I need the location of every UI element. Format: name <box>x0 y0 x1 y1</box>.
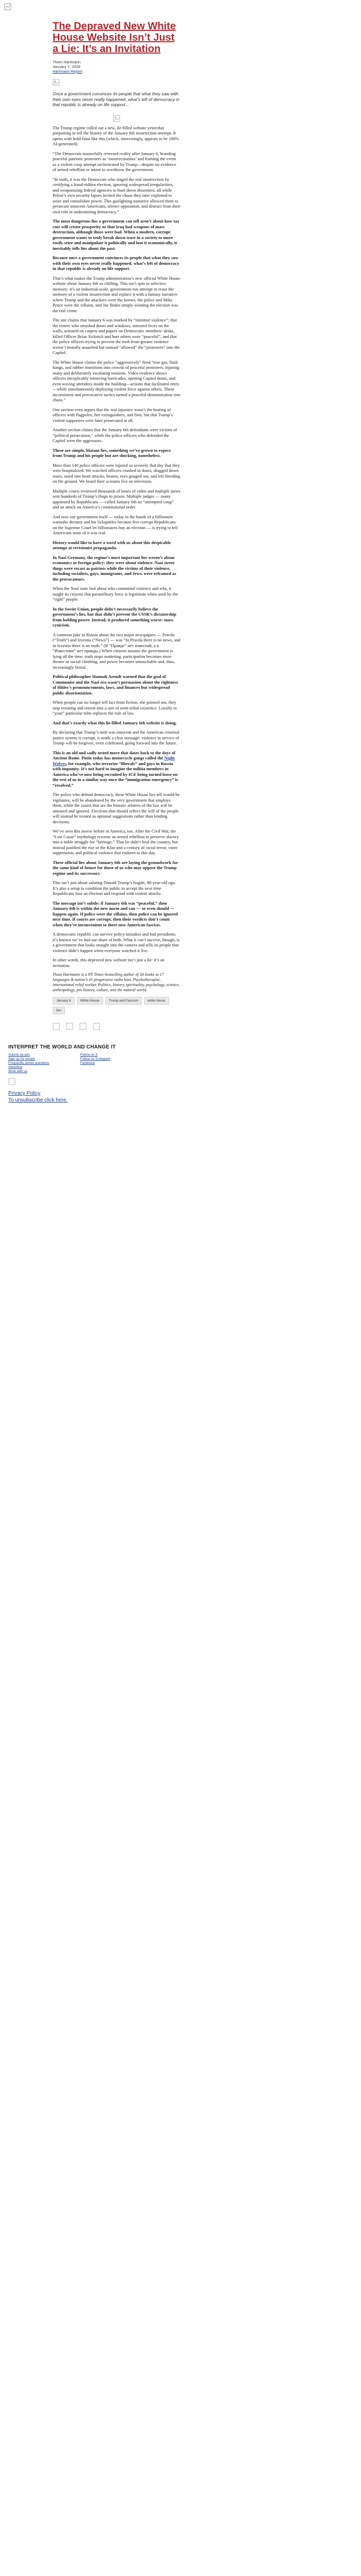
article-paragraph: We’ve seen this movie before in America, too. After the Civil War, the “Lost Cause” mythology rewrote an armed rebellion to preserve slavery into a noble struggle for “heritage.” That lie didn’t heal the country, but instead justified the rise of the Klan and a century of racial terror, voter suppression, and political violence that endures to this day. <box>53 828 179 855</box>
article-paragraph: The most dangerous lies a government can tell aren’t about how tax cuts will create prosperity or that Iraq had weapons of mass destruction, although those were bad. When a modern, corrupt government wants to truly break down trust in a society to more easily seize and manipulate it politically and loot it economically, it inevitably tells lies about the past. <box>53 218 179 251</box>
footer-link[interactable]: Follow on Instagram <box>80 1057 111 1061</box>
article-paragraph: Political philosopher Hannah Arendt warned that the goal of Communist and the Nazi era wasn’t persuasion about the rightness of Hitler’s pronouncements, laws, and finances but widespread public disorientation. <box>53 674 178 696</box>
byline <box>53 60 180 74</box>
tag-chip[interactable]: lies <box>53 1007 65 1014</box>
image-placeholder-icon <box>8 1078 15 1085</box>
footer-link[interactable]: Frequently asked questions <box>8 1061 50 1065</box>
article-paragraph: These are simple, blatant lies, something we’ve grown to expect from Trump and his people but are shocking, nonetheless. <box>53 447 171 458</box>
inline-link[interactable]: Night Wolves <box>53 755 175 766</box>
author-bio: Thom Hartmann is a NY Times bestselling author of 34 books in 17 languages & nation’s #1 progressive radio host. Psychotherapist, international relief worker. Politics, history, spirituality, psychology, science, anthropology, pre-history, culture, and the natural world. <box>53 972 180 992</box>
article-title[interactable]: The Depraved New White House Website Isn’t Just a Lie: It’s an Invitation <box>53 21 176 55</box>
article-paragraph: One section even argues that the real injustice wasn’t the beating of officers with flagpoles, fire extinguishers, and fists, but that Trump’s violent supporters were later prosecuted at all. <box>53 406 173 423</box>
image-placeholder-icon <box>113 115 120 122</box>
footer-links-right <box>80 1053 111 1074</box>
privacy-policy-link[interactable]: Privacy Policy <box>8 1091 41 1096</box>
footer-logo <box>8 1078 256 1085</box>
footer-link[interactable]: Facebook <box>80 1061 95 1065</box>
site-logo-icon[interactable] <box>4 3 11 10</box>
share-link-icon[interactable] <box>93 1023 100 1030</box>
article-paragraph: These official lies about January 6th are laying the groundwork for the same kind of future for those of us who may oppose the Trump regime and its successors. <box>53 859 178 876</box>
article-paragraph: The White House claims the police “aggressively” fired “tear gas, flash bangs, and rubber munitions into crowds of peaceful protesters, injuring many and deliberately escalating tensions. Video evidence shows officers inexplicably removing barricades, opening Capitol doors, and even waving attendees inside the building—actions that facilitated entry—while simultaneously deploying violent force against others. These inconsistent and provocative tactics turned a peaceful demonstration into chaos.” <box>53 359 180 402</box>
share-facebook-icon[interactable] <box>53 1023 60 1030</box>
article-paragraph: Multiple courts reviewed thousands of hours of video and multiple juries sent hundreds of Trump’s thugs to prison. Multiple judges — many appointed by Republicans — called January 6th an “attempted coup” and an attack on America’s constitutional order. <box>53 488 180 510</box>
site-footer <box>8 1044 256 1085</box>
article-paragraph: When people can no longer tell fact from fiction, she pointed out, they stop resisting and retreat into a sort of semi-tribal existence. Loyalty to “your” particular tribe replaces the rule of law. <box>53 700 177 716</box>
article-paragraph: History would like to have a word with us about this despicable attempt at revisionist propaganda. <box>53 539 171 550</box>
footer-link[interactable]: Submit op-eds <box>8 1053 30 1057</box>
tag-list <box>53 997 180 1014</box>
tag-chip[interactable]: White House <box>77 997 103 1005</box>
article-paragraph: When the Nazi state lied about who committed violence and why, it taught its citizens that paramilitary force is legitimate when used by the “right” people. <box>53 586 178 602</box>
bottom-links <box>8 1090 361 1109</box>
publish-date: January 7, 2026 <box>53 64 80 69</box>
article-paragraph: In the Soviet Union, people didn’t necessarily believe the government’s lies, but that didn’t prevent the USSR’s dictatorship from holding power. Instead, it produced something worse: mass cynicism. <box>53 606 176 628</box>
article-paragraph: More than 140 police officers were injured so severely that day that they were hospitalized. We watched officers crushed in doors, dragged down stairs, tased into heart attacks, beaten, eyes gouged out, and left bleeding on the ground. We heard their screams live on television. <box>53 462 180 484</box>
footer-link[interactable]: Advertise <box>8 1065 23 1069</box>
article <box>53 0 180 1030</box>
article-paragraph: And now our government itself — today in the hands of a billionaire wannabe dictator and his lickspittles because five corrupt Republicans on the Supreme Court let billionaires buy an election — is trying to tell Americans none of it was real. <box>53 514 178 535</box>
article-lede: Once a government convinces its people that what they saw with their own eyes never really happened, what’s left of democracy in that republic is already on life support... <box>53 91 180 107</box>
article-paragraph: By declaring that Trump’s mob was innocent and the American criminal justice system is corrupt, it sends a clear message: violence in service of Trump will be forgiven, even celebrated, going forward into the future. <box>53 730 179 745</box>
header-image <box>53 79 180 86</box>
article-paragraph: In other words, this depraved new website isn’t just a lie: it’s an invitation. <box>53 957 165 968</box>
share-x-icon[interactable] <box>66 1023 73 1030</box>
share-row <box>53 1023 180 1030</box>
author-name: Thom Hartmann <box>53 60 81 64</box>
author-link[interactable]: Hartmann Report <box>53 69 83 74</box>
article-paragraph: That’s what makes the Trump administration’s new official White House website about January 6th so chilling. This isn’t spin or selective memory: it’s an industrial-scale, government-run attempt to erase the memory of a violent insurrection and replace it with a fantasy narrative where Trump and the attackers were the heroes, the police and Mike Pence were the villains, and Joe Biden simply winning the election was the real crime. <box>53 275 180 313</box>
article-body <box>53 125 180 969</box>
footer-links-left <box>8 1053 50 1074</box>
article-image <box>53 112 180 125</box>
tag-chip[interactable]: Trump and Fascism <box>105 997 142 1005</box>
article-paragraph: The Trump regime rolled out a new, lie-filled website yesterday purporting to tell the history of the January 6th insurrection attempt. It opens with bold-faint like this (which, interestingly, appears to be 100% AI-generated): <box>53 125 179 146</box>
footer-link[interactable]: Follow on X <box>80 1053 98 1057</box>
article-paragraph: Because once a government convinces its people that what they saw with their own eyes never really happened, what’s left of democracy in that republic is already on life support. <box>53 255 179 271</box>
tag-chip[interactable]: January 6 <box>53 997 75 1005</box>
article-paragraph: And that’s exactly what this lie-filled January 6th website is doing. <box>53 720 177 725</box>
article-paragraph: This isn’t just about saluting Donald Trump’s fragile, 80-year-old ego. It’s also a setup to condition the public to accept the next time Republicans lose an election and respond with violent attacks. <box>53 880 176 896</box>
article-paragraph: “The Democrats masterfully reversed reality after January 6, branding peaceful patriotic protesters as ‘insurrectionists’ and framing the event as a violent coup attempt orchestrated by Trump—despite no evidence of armed rebellion or intent to overthrow the government. <box>53 150 176 172</box>
tag-chip[interactable]: white house <box>144 997 169 1005</box>
page <box>0 0 361 1109</box>
article-paragraph: The police who defend democracy, these White House lies tell would-be vigilantes, will be abandoned by the very government that employs them, while the courts that are the historic arbiters of the law will be smeared and ignored. Elections that should reflect the will of the people will instead be treated as optional suggestions rather than binding decisions. <box>53 792 180 824</box>
footer-heading: INTERPRET THE WORLD AND CHANGE IT <box>8 1044 116 1050</box>
article-paragraph: The message isn’t subtle: if January 6th was “peaceful,” then January 6th is within the new norm and can — or even should — happen again. If police were the villains, then police can be ignored next time. If courts are corrupt, then their verdicts don’t count when they’re inconvenient to these new American fascists. <box>53 900 178 927</box>
share-email-icon[interactable] <box>79 1023 87 1030</box>
article-paragraph: A democratic republic can survive policy mistakes and bad presidents; it’s known we’ve had our share of both. What it can’t survive, though, is a government that looks straight into the camera and tells its people that violence didn’t happen when everyone watched it live. <box>53 931 180 953</box>
article-paragraph: This is an old and sadly tested move that dates back to the days of Ancient Rome. Putin today has motorcycle gangs called the Night Wolves, for example, who terrorize “liberals” and gays in Russia with impunity. It’s not hard to imagine the militia members in America who’ve now being recruited by ICE being turned loose on the rest of us in a similar way once the “immigration emergency” is “resolved.” <box>53 750 178 788</box>
article-paragraph: The site claims that January 6 was marked by “minimal violence”; that the rioters who smashed doors and windows, smeared feces on the walls, urinated on carpets and papers on Democratic members’ desks, killed Officer Brian Sicknick and hurt others were “peaceful”; and that the police officers trying to prevent the mob from greater violence weren’t brutally assaulted but instead “allowed” the “protesters” into the Capitol. <box>53 317 180 355</box>
unsubscribe-link[interactable]: To unsubscribe click here. <box>8 1097 68 1103</box>
image-placeholder-icon <box>53 79 60 86</box>
article-paragraph: “In truth, it was the Democrats who staged the real insurrection by certifying a fraud-ridden election, ignoring widespread irregularities, and weaponizing federal agencies to hunt down dissenters, all while Pelosi’s own security lapses invited the chaos they later exploited to seize and consolidate power. This gaslighting narrative allowed them to persecute innocent Americans, silence opposition, and distract from their own role in undermining democracy.” <box>53 176 180 214</box>
footer-link[interactable]: Work with us <box>8 1070 28 1073</box>
footer-link[interactable]: Sign up for emails <box>8 1057 36 1061</box>
article-paragraph: Another section claims that the January 6th defendants were victims of “political persecution,” while the police officers who defended the Capitol were the aggressors. <box>53 427 177 443</box>
article-paragraph: A common joke in Russia about the two major newspapers — Pravda (“Truth”) and Izvestia (“News”) — was “In Pravda there is no news, and in Izvestia there is no truth.” (В “Правде” нет известий, а в “Известиях” нет правды.) When citizens assume the government is lying all the time, truth stops mattering, participation becomes mere theater or social climbing, and power becomes untouchable and, thus, increasingly brutal. <box>53 632 180 670</box>
article-paragraph: In Nazi Germany, the regime’s most important lies weren’t about economics or foreign policy: they were about violence. Nazi street thugs were recast as patriots while the victims of their violence, including socialists, gays, immigrants, and Jews, were reframed as the provocateurs. <box>53 554 176 582</box>
